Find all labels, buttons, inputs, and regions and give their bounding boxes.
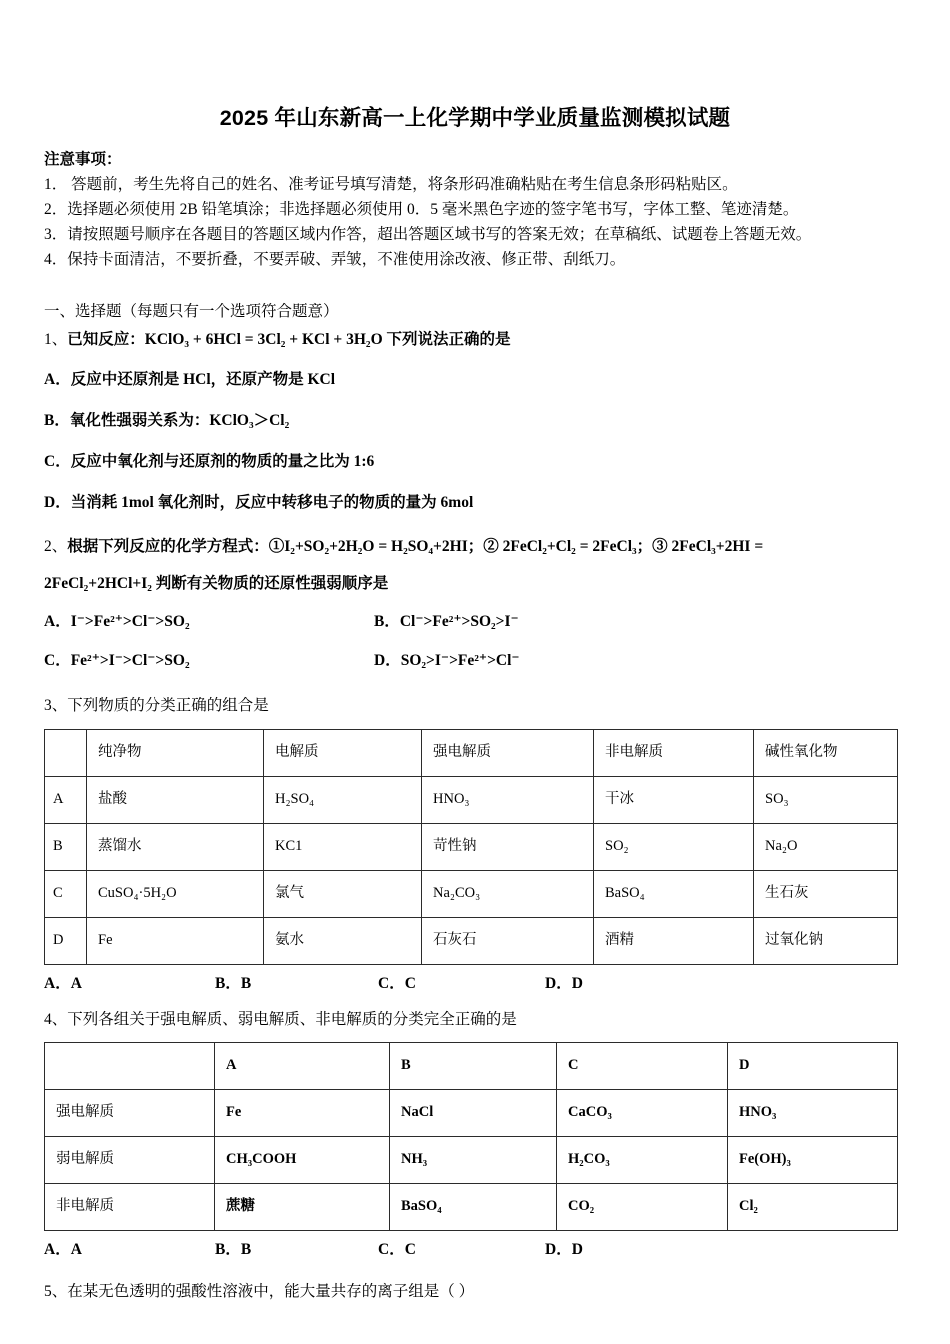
t2-row-strong-b: NaCl <box>390 1089 557 1136</box>
t1-row-c-non-electrolyte: BaSO₄ <box>594 870 754 917</box>
question-4 <box>44 993 906 1259</box>
question-2-option-d[interactable]: D．SO₂>I⁻>Fe²⁺>Cl⁻ <box>374 651 520 669</box>
page-title: 2025 年山东新高一上化学期中学业质量监测模拟试题 <box>219 106 731 130</box>
t1-row-c-basic-oxide: 生石灰 <box>754 870 898 917</box>
question-3-answers <box>44 965 906 993</box>
t2-row-non-a: 蔗糖 <box>215 1183 390 1230</box>
question-3-answer-d[interactable]: D．D <box>545 974 583 992</box>
question-5-stem <box>44 1259 906 1304</box>
t2-row-strong-a: Fe <box>215 1089 390 1136</box>
question-4-answer-c[interactable]: C．C <box>378 1240 416 1258</box>
notice-item-3: 3．请按照题号顺序在各题目的答题区域内作答，超出答题区域书写的答案无效；在草稿纸、试题卷上答题无效。 <box>44 226 812 244</box>
question-2-option-b[interactable]: B．Cl⁻>Fe²⁺>SO₂>I⁻ <box>374 612 519 630</box>
question-1-stem-prefix: 已知反应： <box>67 331 145 349</box>
question-4-stem <box>44 993 906 1032</box>
table-row <box>45 1183 898 1230</box>
question-1-number: 1、 <box>44 331 68 349</box>
t1-row-d-electrolyte: 氨水 <box>264 917 422 964</box>
question-4-answer-a[interactable]: A．A <box>44 1240 82 1258</box>
question-3-stem-text: 下列物质的分类正确的组合是 <box>67 697 269 715</box>
question-1 <box>44 324 906 515</box>
question-2-stem-line-2: 2FeCl₂+2HCl+I₂ 判断有关物质的还原性强弱顺序是 <box>44 574 389 592</box>
t2-row-non-d: Cl₂ <box>728 1183 898 1230</box>
question-4-answers <box>44 1231 906 1259</box>
question-5-stem-text: 在某无色透明的强酸性溶液中，能大量共存的离子组是（ ） <box>67 1282 475 1300</box>
t2-row-weak-a: CH₃COOH <box>215 1136 390 1183</box>
question-3 <box>44 673 906 992</box>
t2-row-weak-d: Fe(OH)₃ <box>728 1136 898 1183</box>
t1-row-a-index: A <box>45 776 87 823</box>
t2-row-strong-c: CaCO₃ <box>557 1089 728 1136</box>
t2-row-strong-d: HNO₃ <box>728 1089 898 1136</box>
notice-item-2: 2．选择题必须使用 2B 铅笔填涂；非选择题必须使用 0．5 毫米黑色字迹的签字笔书写，字体工整、笔迹清楚。 <box>44 201 799 219</box>
t1-header-basic-oxide: 碱性氧化物 <box>754 729 898 776</box>
question-2-number: 2、 <box>44 537 68 555</box>
t1-header-non-electrolyte: 非电解质 <box>594 729 754 776</box>
t1-header-strong-electrolyte: 强电解质 <box>422 729 594 776</box>
t1-row-d-basic-oxide: 过氧化钠 <box>754 917 898 964</box>
question-3-answer-a[interactable]: A．A <box>44 974 82 992</box>
question-1-option-a[interactable]: A．反应中还原剂是 HCl，还原产物是 KCl <box>44 371 336 389</box>
table-row <box>45 776 898 823</box>
t1-row-d-index: D <box>45 917 87 964</box>
t1-row-c-strong-electrolyte: Na₂CO₃ <box>422 870 594 917</box>
question-2 <box>44 516 906 674</box>
t2-row-non-c: CO₂ <box>557 1183 728 1230</box>
t1-row-c-electrolyte: 氯气 <box>264 870 422 917</box>
question-2-option-a[interactable]: A．I⁻>Fe²⁺>Cl⁻>SO₂ <box>44 612 190 630</box>
question-1-stem <box>44 324 906 352</box>
question-2-options-row-2 <box>44 635 906 674</box>
question-1-stem-suffix: 下列说法正确的是 <box>382 331 511 349</box>
t2-row-weak-label: 弱电解质 <box>45 1136 215 1183</box>
t1-row-a-electrolyte: H₂SO₄ <box>264 776 422 823</box>
question-1-option-b[interactable]: B．氧化性强弱关系为：KClO₃＞Cl₂ <box>44 412 290 430</box>
question-3-answer-c[interactable]: C．C <box>378 974 416 992</box>
table-header-row <box>45 729 898 776</box>
t1-row-d-strong-electrolyte: 石灰石 <box>422 917 594 964</box>
table-row <box>45 823 898 870</box>
question-1-option-c[interactable]: C．反应中氧化剂与还原剂的物质的量之比为 1:6 <box>44 453 375 471</box>
question-1-option-d[interactable]: D．当消耗 1mol 氧化剂时，反应中转移电子的物质的量为 6mol <box>44 493 474 511</box>
notice-item-4: 4．保持卡面清洁，不要折叠，不要弄破、弄皱，不准使用涂改液、修正带、刮纸刀。 <box>44 251 626 269</box>
question-4-stem-text: 下列各组关于强电解质、弱电解质、非电解质的分类完全正确的是 <box>67 1010 517 1028</box>
t2-row-non-label: 非电解质 <box>45 1183 215 1230</box>
question-5 <box>44 1259 906 1304</box>
t1-row-b-strong-electrolyte: 苛性钠 <box>422 823 594 870</box>
t1-header-index <box>45 729 87 776</box>
t1-row-b-electrolyte: KC1 <box>264 823 422 870</box>
question-3-stem <box>44 673 906 718</box>
question-5-number: 5、 <box>44 1282 68 1300</box>
question-4-answer-d[interactable]: D．D <box>545 1240 583 1258</box>
question-2-stem-text-1: 根据下列反应的化学方程式：①I₂+SO₂+2H₂O = H₂SO₄+2HI；② 2FeCl₂+Cl₂ = 2FeCl₃；③ 2FeCl₃+2HI = <box>67 537 764 555</box>
t1-row-a-non-electrolyte: 干冰 <box>594 776 754 823</box>
question-4-table <box>44 1042 898 1231</box>
t2-header-blank <box>45 1042 215 1089</box>
notice-block <box>44 147 906 273</box>
t2-row-strong-label: 强电解质 <box>45 1089 215 1136</box>
t1-row-d-pure: Fe <box>87 917 264 964</box>
t2-header-d: D <box>728 1042 898 1089</box>
t2-header-b: B <box>390 1042 557 1089</box>
t2-row-weak-b: NH₃ <box>390 1136 557 1183</box>
notice-item-1: 1． 答题前，考生先将自己的姓名、准考证号填写清楚，将条形码准确粘贴在考生信息条形码粘贴区。 <box>44 176 738 194</box>
question-4-number: 4、 <box>44 1010 68 1028</box>
table-header-row <box>45 1042 898 1089</box>
t2-header-a: A <box>215 1042 390 1089</box>
table-row <box>45 1136 898 1183</box>
t1-row-b-basic-oxide: Na₂O <box>754 823 898 870</box>
question-3-answer-b[interactable]: B．B <box>215 974 252 992</box>
t2-row-non-b: BaSO₄ <box>390 1183 557 1230</box>
question-2-options-row-1 <box>44 596 906 635</box>
question-2-option-c[interactable]: C．Fe²⁺>I⁻>Cl⁻>SO₂ <box>44 651 190 669</box>
t2-row-weak-c: H₂CO₃ <box>557 1136 728 1183</box>
t1-row-d-non-electrolyte: 酒精 <box>594 917 754 964</box>
table-row <box>45 1089 898 1136</box>
t2-header-c: C <box>557 1042 728 1089</box>
t1-row-a-strong-electrolyte: HNO₃ <box>422 776 594 823</box>
t1-row-b-index: B <box>45 823 87 870</box>
question-4-answer-b[interactable]: B．B <box>215 1240 252 1258</box>
question-3-number: 3、 <box>44 697 68 715</box>
t1-row-b-non-electrolyte: SO₂ <box>594 823 754 870</box>
question-1-equation: KClO₃ + 6HCl = 3Cl₂ + KCl + 3H₂O <box>144 331 383 349</box>
t1-header-electrolyte: 电解质 <box>264 729 422 776</box>
section-heading-multiple-choice: 一、选择题（每题只有一个选项符合题意） <box>44 302 339 320</box>
t1-header-pure: 纯净物 <box>87 729 264 776</box>
t1-row-a-basic-oxide: SO₃ <box>754 776 898 823</box>
table-row <box>45 870 898 917</box>
notice-heading: 注意事项： <box>44 151 122 169</box>
question-3-table <box>44 729 898 965</box>
t1-row-c-index: C <box>45 870 87 917</box>
question-2-stem-line-1 <box>44 516 906 559</box>
t1-row-a-pure: 盐酸 <box>87 776 264 823</box>
t1-row-c-pure: CuSO₄·5H₂O <box>87 870 264 917</box>
t1-row-b-pure: 蒸馏水 <box>87 823 264 870</box>
table-row <box>45 917 898 964</box>
